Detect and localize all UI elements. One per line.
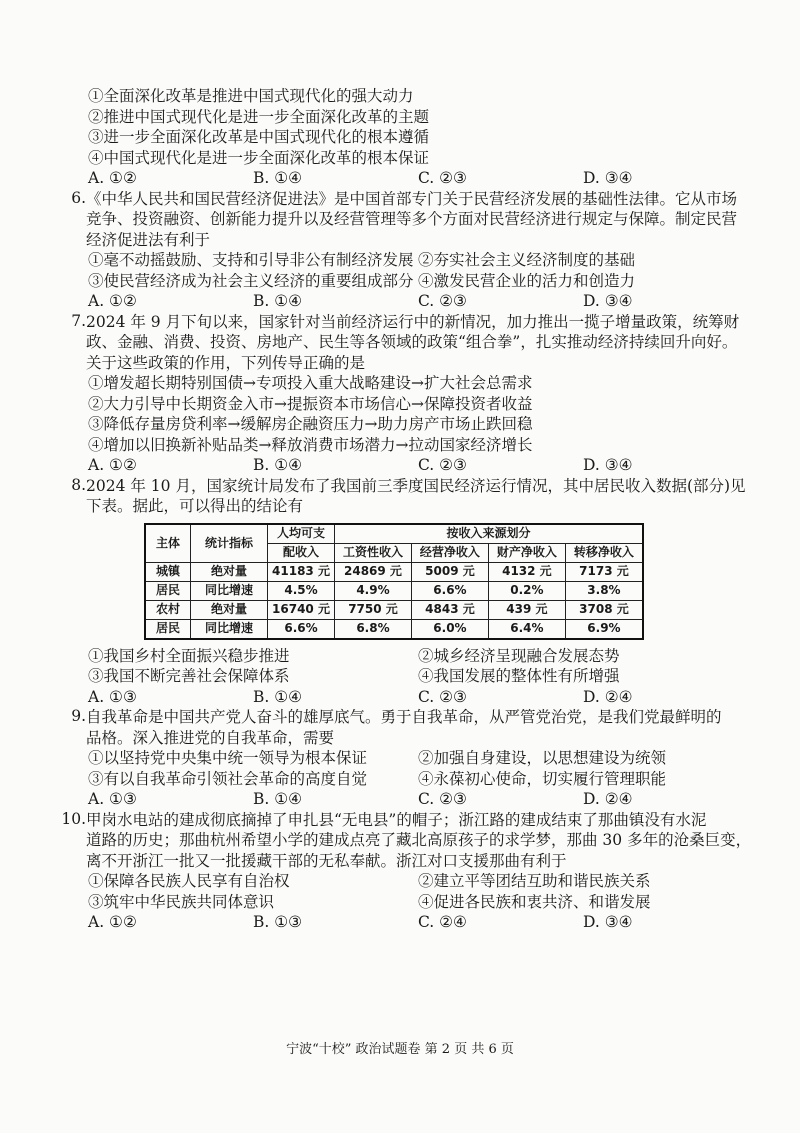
value-cell: 6.9% xyxy=(565,619,643,639)
value-cell: 4132 元 xyxy=(488,562,565,581)
choice-d: D. ②④ xyxy=(583,790,633,808)
choice-a: A. ①② xyxy=(88,169,137,187)
value-cell: 6.6% xyxy=(268,619,335,639)
statement-row xyxy=(58,769,748,790)
choice-a: A. ①③ xyxy=(88,687,137,706)
choice-d: D. ③④ xyxy=(583,292,633,310)
income-table-wrap xyxy=(144,523,644,640)
choice-c: C. ②③ xyxy=(418,292,467,310)
stem-line: 竞争、投资融资、创新能力提升以及经营管理等多个方面对民营经济进行规定与保障。制定民营 xyxy=(86,210,738,228)
statement-row xyxy=(58,271,748,292)
value-cell: 24869 元 xyxy=(335,562,412,581)
statement: ③进一步全面深化改革是中国式现代化的根本遵循 xyxy=(88,128,430,146)
subject-cell: 农村 xyxy=(145,600,191,619)
stem-line: 自我革命是中国共产党人奋斗的雄厚底气。勇于自我革命，从严管党治党，是我们党最鲜明的 xyxy=(86,708,722,726)
choice-b: B. ①③ xyxy=(253,913,303,931)
value-cell: 439 元 xyxy=(488,600,565,619)
value-cell: 6.4% xyxy=(488,619,565,639)
stem-line: 下表。据此，可以得出的结论有 xyxy=(86,497,304,515)
question-number: 10. xyxy=(61,809,86,828)
header-property: 财产净收入 xyxy=(488,543,565,562)
indicator-cell: 同比增速 xyxy=(191,619,268,639)
value-cell: 6.8% xyxy=(335,619,412,639)
question-stem xyxy=(58,707,748,748)
indicator-cell: 绝对量 xyxy=(191,600,268,619)
choice-a: A. ①② xyxy=(88,456,137,474)
choice-b: B. ①④ xyxy=(253,790,303,808)
question-stem xyxy=(58,312,748,374)
question-number: 7. xyxy=(71,311,86,330)
choice-d: D. ③④ xyxy=(583,913,633,931)
choice-a: A. ①② xyxy=(88,913,137,931)
header-subject: 主体 xyxy=(145,524,191,563)
value-cell: 6.0% xyxy=(411,619,488,639)
choice-c: C. ②③ xyxy=(418,169,467,187)
choice-c: C. ②③ xyxy=(418,456,467,474)
page-content xyxy=(58,86,752,933)
statement: ①以坚持党中央集中统一领导为根本保证 xyxy=(88,749,368,767)
choice-c: C. ②③ xyxy=(418,687,467,706)
value-cell: 0.2% xyxy=(488,581,565,600)
statement: ①保障各民族人民享有自治权 xyxy=(88,872,290,890)
value-cell: 3.8% xyxy=(565,581,643,600)
indicator-cell: 绝对量 xyxy=(191,562,268,581)
value-cell: 16740 元 xyxy=(268,600,335,619)
subject-cell: 城镇 xyxy=(145,562,191,581)
statement: ③使民营经济成为社会主义经济的重要组成部分 xyxy=(88,271,414,290)
indicator-cell: 同比增速 xyxy=(191,581,268,600)
answer-choices xyxy=(58,789,748,810)
question-number: 9. xyxy=(71,707,86,725)
question-6 xyxy=(58,189,748,312)
question-9 xyxy=(58,707,748,810)
statement: ①我国乡村全面振兴稳步推进 xyxy=(88,646,290,665)
page-footer: 宁波“十校” 政治试题卷 第 2 页 共 6 页 xyxy=(286,1042,514,1057)
value-cell: 6.6% xyxy=(411,581,488,600)
stem-line: 2024 年 9 月下旬以来，国家针对当前经济运行中的新情况，加力推出一揽子增量政策，统筹财 xyxy=(86,312,740,331)
value-cell: 4843 元 xyxy=(411,600,488,619)
statement: ④激发民营企业的活力和创造力 xyxy=(418,271,636,290)
question-stem xyxy=(58,809,752,872)
statement: ③筑牢中华民族共同体意识 xyxy=(88,892,275,911)
statement: ②建立平等团结互助和谐民族关系 xyxy=(418,872,651,890)
stem-line: 品格。深入推进党的自我革命，需要 xyxy=(86,728,335,747)
choice-c: C. ②③ xyxy=(418,790,467,808)
table-row xyxy=(145,562,643,581)
question-number: 6. xyxy=(71,188,86,207)
statement-row xyxy=(58,871,748,892)
statement: ②城乡经济呈现融合发展态势 xyxy=(418,646,620,665)
stem-line: 甲岗水电站的建成彻底摘掉了申扎县“无电县”的帽子；浙江路的建成结束了那曲镇没有水泥 xyxy=(86,810,707,829)
income-table xyxy=(144,523,644,640)
choice-d: D. ③④ xyxy=(583,456,633,474)
statement-row xyxy=(58,666,748,687)
stem-line: 经济促进法有利于 xyxy=(86,230,211,249)
statement: ③有以自我革命引领社会革命的高度自觉 xyxy=(88,769,368,788)
statement: ①毫不动摇鼓励、支持和引导非公有制经济发展 xyxy=(88,251,414,269)
value-cell: 5009 元 xyxy=(411,562,488,581)
statement-row xyxy=(58,646,748,667)
question-5-tail xyxy=(58,86,748,189)
value-cell: 4.9% xyxy=(335,581,412,600)
statement: ②推进中国式现代化是进一步全面深化改革的主题 xyxy=(88,107,430,126)
statement-row xyxy=(58,250,748,271)
choice-b: B. ①④ xyxy=(253,169,303,187)
question-stem xyxy=(58,476,748,517)
statement: ①增发超长期特别国债→专项投入重大战略建设→扩大社会总需求 xyxy=(88,374,533,392)
value-cell: 4.5% xyxy=(268,581,335,600)
header-transfer: 转移净收入 xyxy=(565,543,643,562)
header-business: 经营净收入 xyxy=(411,543,488,562)
statement: ②大力引导中长期资金入市→提振资本市场信心→保障投资者收益 xyxy=(88,394,533,413)
stem-line: 关于这些政策的作用，下列传导正确的是 xyxy=(86,353,366,372)
value-cell: 41183 元 xyxy=(268,562,335,581)
stem-line: 离不开浙江一批又一批援藏干部的无私奉献。浙江对口支援那曲有利于 xyxy=(86,851,567,870)
header-indicator: 统计指标 xyxy=(191,524,268,563)
statement: ①全面深化改革是推进中国式现代化的强大动力 xyxy=(88,87,414,105)
stem-line: 道路的历史；那曲杭州希望小学的建成点亮了藏北高原孩子的求学梦，那曲 30 多年的沧桑巨变， xyxy=(86,831,752,849)
value-cell: 3708 元 xyxy=(565,600,643,619)
statement: ③降低存量房贷利率→缓解房企融资压力→助力房产市场止跌回稳 xyxy=(88,415,533,433)
answer-choices xyxy=(58,168,748,189)
question-7 xyxy=(58,312,748,476)
statement-row xyxy=(58,892,748,913)
choice-d: D. ③④ xyxy=(583,169,633,187)
header-disposable: 人均可支 xyxy=(268,524,335,544)
statement: ④增加以旧换新补贴品类→释放消费市场潜力→拉动国家经济增长 xyxy=(88,435,533,454)
statement-row xyxy=(58,748,748,769)
stem-line: 《中华人民共和国民营经济促进法》是中国首部专门关于民营经济发展的基础性法律。它从市场 xyxy=(86,189,738,208)
choice-a: A. ①② xyxy=(88,292,137,310)
answer-choices xyxy=(58,291,748,312)
stem-line: 2024 年 10 月，国家统计局发布了我国前三季度国民经济运行情况，其中居民收入数据(部分)见 xyxy=(86,476,746,495)
header-disposable-2: 配收入 xyxy=(268,543,335,562)
statement: ④永葆初心使命，切实履行管理职能 xyxy=(418,769,667,788)
subject-cell: 居民 xyxy=(145,619,191,639)
statement: ④中国式现代化是进一步全面深化改革的根本保证 xyxy=(88,148,430,167)
table-row xyxy=(145,619,643,639)
question-10 xyxy=(58,809,752,933)
choice-c: C. ②④ xyxy=(418,913,467,931)
header-wage: 工资性收入 xyxy=(335,543,412,562)
value-cell: 7750 元 xyxy=(335,600,412,619)
answer-choices xyxy=(58,455,748,476)
header-by-source: 按收入来源划分 xyxy=(335,524,644,544)
statement: ③我国不断完善社会保障体系 xyxy=(88,667,290,685)
statement: ②加强自身建设，以思想建设为统领 xyxy=(418,749,667,767)
statement: ④促进各民族和衷共济、和谐发展 xyxy=(418,892,651,911)
statement: ②夯实社会主义经济制度的基础 xyxy=(418,251,636,269)
question-stem xyxy=(58,189,748,251)
table-row xyxy=(145,600,643,619)
choice-a: A. ①③ xyxy=(88,790,137,808)
choice-b: B. ①④ xyxy=(253,687,303,706)
answer-choices xyxy=(58,912,748,933)
table-row xyxy=(145,581,643,600)
stem-line: 政、金融、消费、投资、房地产、民生等各领域的政策“组合拳”，扎实推动经济持续回升向好。 xyxy=(86,333,738,351)
choice-b: B. ①④ xyxy=(253,456,303,474)
question-8 xyxy=(58,476,748,708)
subject-cell: 居民 xyxy=(145,581,191,600)
statement: ④我国发展的整体性有所增强 xyxy=(418,667,620,685)
value-cell: 7173 元 xyxy=(565,562,643,581)
choice-b: B. ①④ xyxy=(253,292,303,310)
question-number: 8. xyxy=(71,475,86,494)
answer-choices xyxy=(58,687,748,708)
choice-d: D. ②④ xyxy=(583,687,633,706)
